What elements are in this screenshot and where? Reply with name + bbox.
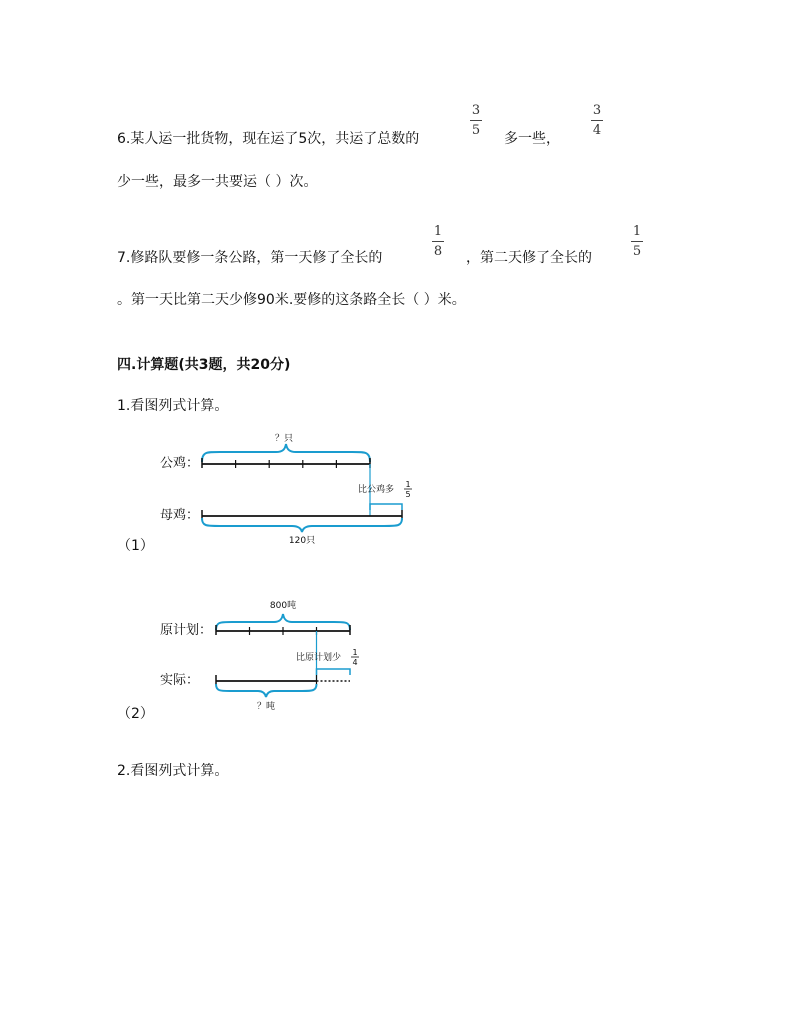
rooster-label: 公鸡：	[160, 456, 200, 471]
calc1-prompt: 1.看图列式计算。	[117, 398, 229, 414]
q6-middle-text: 多一些，	[504, 131, 560, 147]
line-diagram-2	[150, 597, 410, 717]
fraction-bar	[470, 120, 482, 121]
difference-label: 比原计划少	[296, 653, 342, 663]
q7-fraction-1-numerator: 1	[433, 224, 443, 239]
top-brace-label: ？只	[274, 434, 294, 444]
fraction-bar	[591, 120, 603, 121]
difference-brace	[370, 504, 402, 510]
q7-fraction-2-denominator: 5	[632, 244, 642, 259]
bottom-brace-label: 120只	[288, 536, 316, 546]
q6-fraction-2-numerator: 3	[592, 103, 602, 118]
diagram-2-index: （2）	[117, 706, 154, 722]
difference-fraction-numerator: 1	[352, 648, 358, 657]
difference-fraction-denominator: 5	[405, 490, 411, 499]
calc2-prompt: 2.看图列式计算。	[117, 763, 229, 779]
q6-line1-text: 6.某人运一批货物，现在运了5次，共运了总数的	[117, 131, 420, 147]
q6-fraction-1-denominator: 5	[471, 123, 481, 138]
top-brace	[202, 444, 370, 462]
q7-line2-text: 。第一天比第二天少修90米.要修的这条路全长（ ）米。	[117, 292, 466, 308]
plan-label: 原计划：	[160, 623, 213, 638]
section-4-title: 四.计算题(共3题，共20分)	[117, 357, 291, 373]
top-brace-label: 800吨	[269, 601, 297, 611]
q6-fraction-1-numerator: 3	[471, 103, 481, 118]
bottom-brace-label: ？吨	[256, 702, 276, 712]
fraction-bar	[631, 241, 643, 242]
q7-fraction-2-numerator: 1	[632, 224, 642, 239]
fraction-bar	[432, 241, 444, 242]
diagram-1-index: （1）	[117, 538, 154, 554]
bottom-brace	[202, 518, 402, 532]
difference-fraction-denominator: 4	[352, 658, 358, 667]
hen-label: 母鸡：	[160, 508, 200, 523]
difference-label: 比公鸡多	[358, 485, 395, 495]
line-diagram-1	[150, 428, 450, 558]
q7-fraction-1-denominator: 8	[433, 244, 443, 259]
q7-fraction-1	[428, 224, 448, 259]
difference-fraction-numerator: 1	[405, 480, 411, 489]
q7-fraction-2	[627, 224, 647, 259]
difference-brace	[317, 669, 351, 675]
q6-fraction-2	[587, 103, 607, 138]
q7-line1-text: 7.修路队要修一条公路，第一天修了全长的	[117, 250, 383, 266]
bottom-brace	[216, 684, 317, 697]
q6-line2-text: 少一些，最多一共要运（ ）次。	[117, 174, 318, 190]
q6-fraction-1	[466, 103, 486, 138]
q6-fraction-2-denominator: 4	[592, 123, 602, 138]
q7-middle-text: ，第二天修了全长的	[466, 250, 592, 266]
actual-label: 实际：	[160, 673, 200, 688]
